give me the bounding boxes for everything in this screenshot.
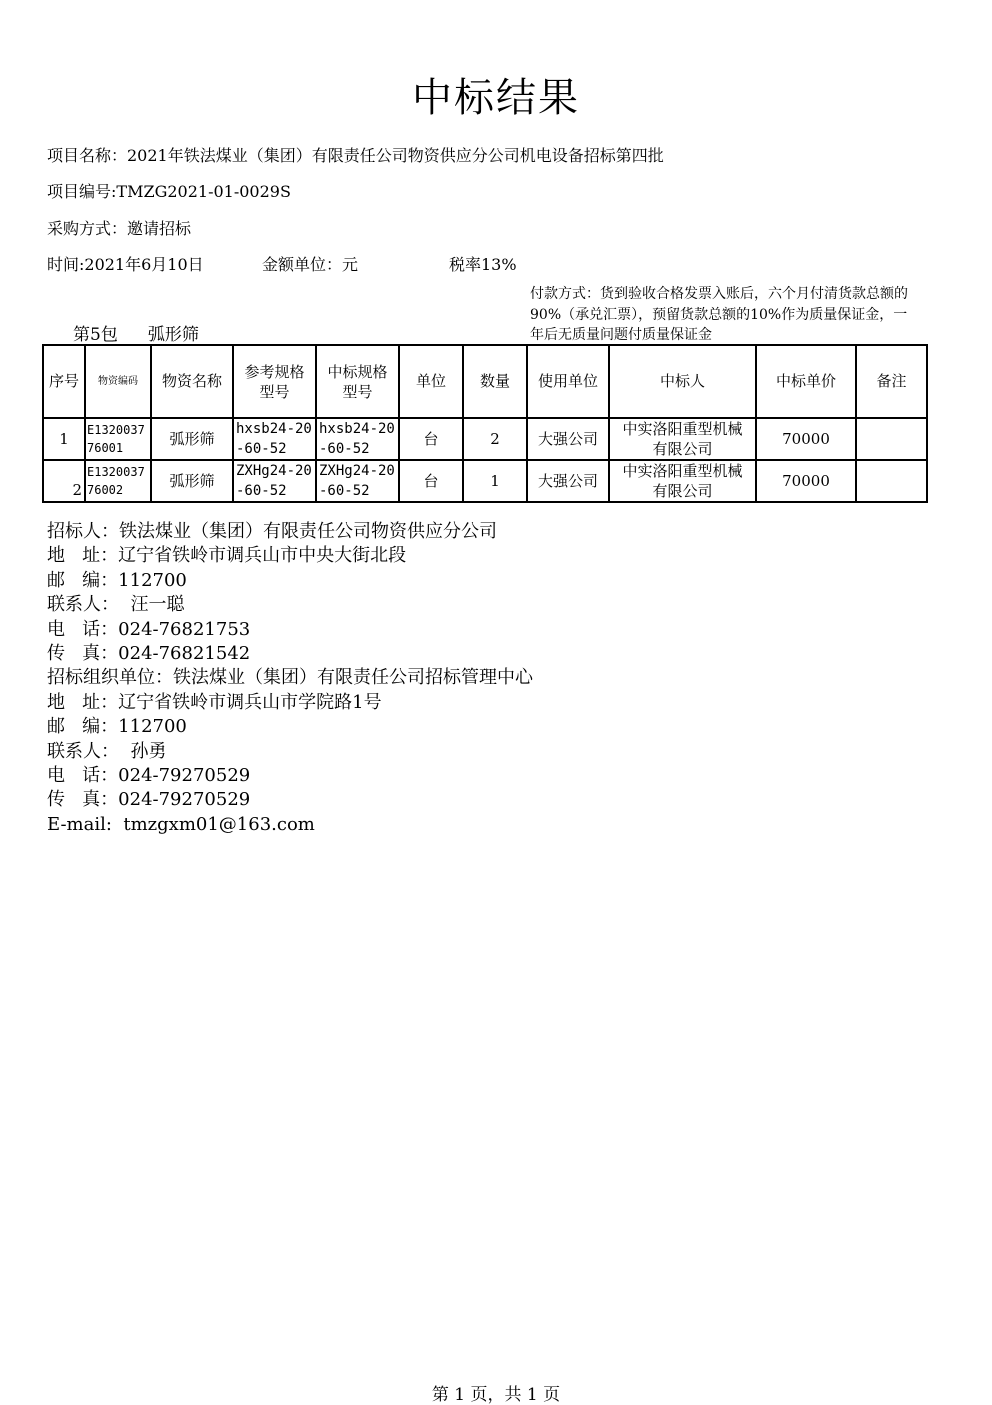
cell-bid-spec: ZXHg24-20-60-52 (316, 460, 399, 502)
payment-terms: 付款方式：货到验收合格发票入账后，六个月付清货款总额的90%（承兑汇票），预留货款总额的10%作为质量保证金，一年后无质量问题付质量保证金 (530, 286, 908, 343)
header-qty: 数量 (463, 345, 527, 418)
tax-rate: 税率13% (449, 255, 517, 274)
project-number: 项目编号:TMZG2021-01-0029S (47, 182, 291, 201)
agency-fax: 传 真：024-79270529 (47, 789, 251, 811)
tenderer: 招标人：铁法煤业（集团）有限责任公司物资供应分公司 (47, 521, 497, 542)
cell-price: 70000 (756, 460, 856, 502)
tenderer-address: 地 址：辽宁省铁岭市调兵山市中央大街北段 (47, 545, 407, 567)
header-no: 序号 (43, 345, 85, 418)
table-row (43, 460, 927, 502)
tenderer-phone: 电 话：024-76821753 (47, 618, 251, 640)
cell-ref-spec: hxsb24-20-60-52 (233, 418, 316, 460)
header-price: 中标单价 (756, 345, 856, 418)
header-name: 物资名称 (151, 345, 233, 418)
table-header-row (43, 345, 927, 418)
cell-no: 1 (43, 418, 85, 460)
cell-winner: 中实洛阳重型机械有限公司 (609, 418, 756, 460)
agency-contact: 联系人： 孙勇 (47, 740, 167, 762)
tenderer-contact: 联系人： 汪一聪 (47, 594, 185, 616)
cell-remark (856, 460, 927, 502)
header-ref-spec: 参考规格型号 (233, 345, 316, 418)
currency-unit: 金额单位：元 (262, 255, 359, 274)
cell-qty: 2 (463, 418, 527, 460)
tenderer-postcode: 邮 编：112700 (47, 569, 187, 591)
cell-price: 70000 (756, 418, 856, 460)
contact-section (47, 520, 533, 837)
header-remark: 备注 (856, 345, 927, 418)
agency-address: 地 址：辽宁省铁岭市调兵山市学院路1号 (47, 691, 382, 713)
page-footer: 第 1 页，共 1 页 (431, 1385, 561, 1405)
date: 时间:2021年6月10日 (47, 255, 204, 274)
table-row (43, 418, 927, 460)
tenderer-fax: 传 真：024-76821542 (47, 643, 251, 665)
cell-no: 2 (43, 460, 85, 502)
cell-code: E132003776002 (85, 460, 151, 502)
package-number: 第5包 (73, 325, 118, 345)
header-code: 物资编码 (85, 345, 151, 418)
cell-unit: 台 (399, 418, 463, 460)
email: E-mail: tmzgxm01@163.com (47, 813, 315, 835)
header-winner: 中标人 (609, 345, 756, 418)
cell-user: 大强公司 (527, 418, 609, 460)
cell-ref-spec: ZXHg24-20-60-52 (233, 460, 316, 502)
project-name: 项目名称：2021年铁法煤业（集团）有限责任公司物资供应分公司机电设备招标第四批 (47, 146, 664, 165)
cell-user: 大强公司 (527, 460, 609, 502)
agency-phone: 电 话：024-79270529 (47, 765, 251, 787)
cell-qty: 1 (463, 460, 527, 502)
page-title: 中标结果 (412, 75, 580, 121)
procurement-method: 采购方式：邀请招标 (47, 219, 192, 238)
agency-postcode: 邮 编：112700 (47, 716, 187, 738)
header-user: 使用单位 (527, 345, 609, 418)
agency: 招标组织单位：铁法煤业（集团）有限责任公司招标管理中心 (47, 667, 533, 689)
package-name: 弧形筛 (147, 325, 199, 345)
header-unit: 单位 (399, 345, 463, 418)
cell-code: E132003776001 (85, 418, 151, 460)
bid-result-table (42, 344, 928, 503)
header-bid-spec: 中标规格型号 (316, 345, 399, 418)
cell-bid-spec: hxsb24-20-60-52 (316, 418, 399, 460)
cell-winner: 中实洛阳重型机械有限公司 (609, 460, 756, 502)
cell-remark (856, 418, 927, 460)
package-label (73, 320, 199, 345)
cell-name: 弧形筛 (151, 460, 233, 502)
cell-unit: 台 (399, 460, 463, 502)
cell-name: 弧形筛 (151, 418, 233, 460)
